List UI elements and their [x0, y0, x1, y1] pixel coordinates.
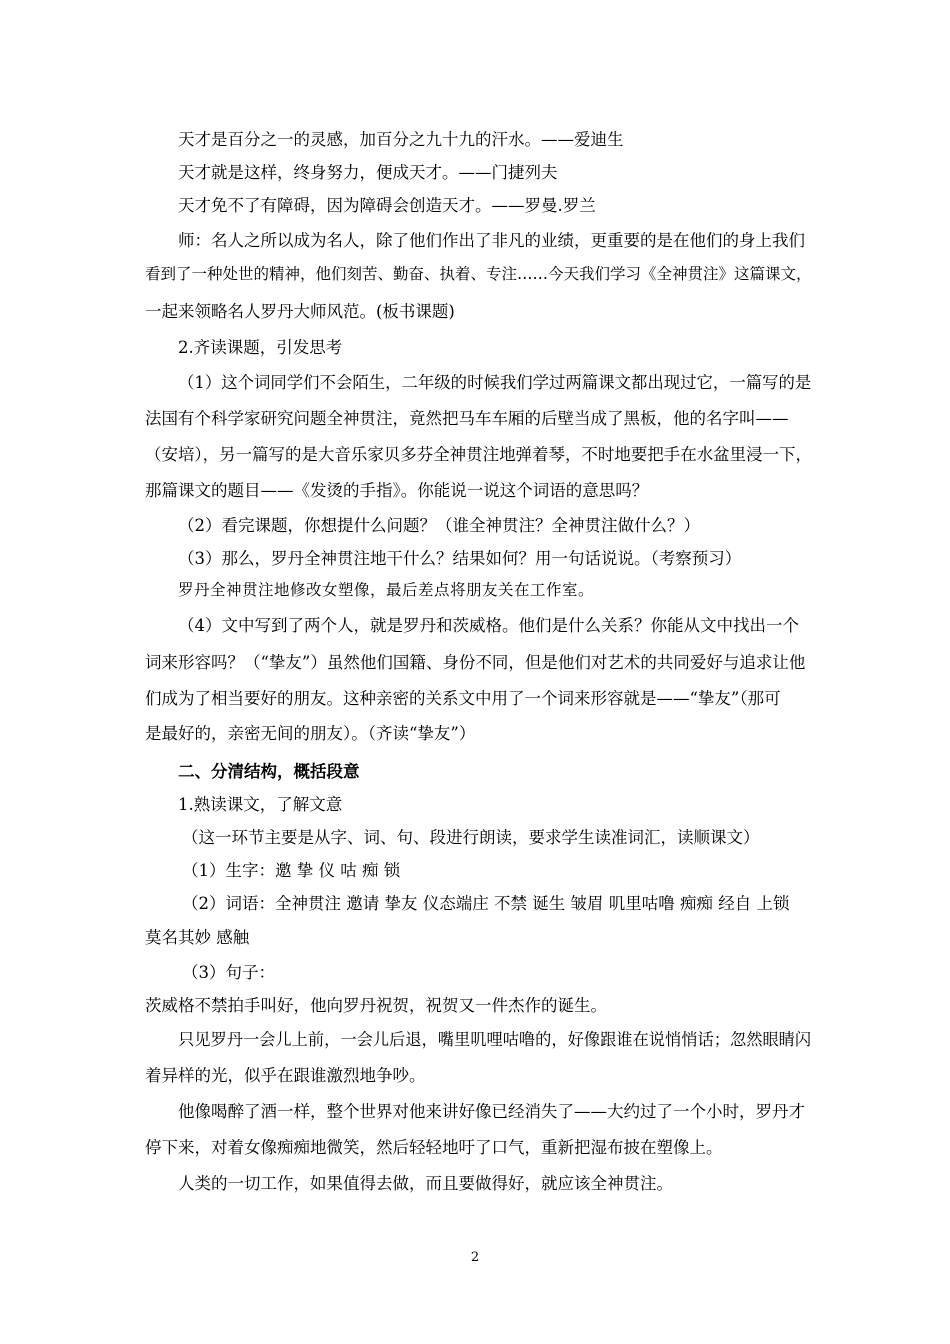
paragraph-line: 停下来，对着女像痴痴地微笑，然后轻轻地吁了口气，重新把湿布披在塑像上。	[145, 1138, 723, 1157]
answer-line: 罗丹全神贯注地修改女塑像，最后差点将朋友关在工作室。	[178, 581, 595, 599]
paragraph-line: 师：名人之所以成为名人，除了他们作出了非凡的业绩，更重要的是在他们的身上我们	[178, 231, 805, 250]
paragraph-line: （3）那么，罗丹全神贯注地干什么？结果如何？用一句话说说。（考察预习）	[178, 549, 742, 568]
paragraph-line: （1）这个词同学们不会陌生，二年级的时候我们学过两篇课文都出现过它，一篇写的是	[178, 373, 812, 392]
paragraph-line: （2）词语：全神贯注 邀请 挚友 仪态端庄 不禁 诞生 皱眉 叽里咕噜 痴痴 经自 上锁	[182, 894, 790, 913]
paragraph-line: （1）生字：邀 挚 仪 咕 痴 锁	[182, 861, 401, 880]
paragraph-line: 他像喝醉了酒一样，整个世界对他来讲好像已经消失了——大约过了一个小时，罗丹才	[178, 1102, 805, 1121]
paragraph-line: 人类的一切工作，如果值得去做，而且要做得好，就应该全神贯注。	[178, 1174, 673, 1193]
paragraph-line: （安培），另一篇写的是大音乐家贝多芬全神贯注地弹着琴，不时地要把手在水盆里浸一下，	[145, 445, 812, 464]
paragraph-line: （3）句子：	[182, 963, 275, 982]
paragraph-line: 看到了一种处世的精神，他们刻苦、勤奋、执着、专注……今天我们学习《全神贯注》这篇课文，	[145, 265, 812, 283]
quote-edison: 天才是百分之一的灵感，加百分之九十九的汗水。——爱迪生	[178, 130, 624, 149]
step-heading: 1.熟读课文，了解文意	[178, 795, 343, 814]
paragraph-line: 一起来领略名人罗丹大师风范。(板书课题)	[145, 302, 455, 321]
quote-mendeleev: 天才就是这样，终身努力，便成天才。——门捷列夫	[178, 163, 558, 182]
quote-rolland: 天才免不了有障碍，因为障碍会创造天才。——罗曼.罗兰	[178, 196, 596, 215]
paragraph-line: 法国有个科学家研究问题全神贯注，竟然把马车车厢的后壁当成了黑板，他的名字叫——	[145, 409, 789, 428]
paragraph-line: 只见罗丹一会儿上前，一会儿后退，嘴里叽哩咕噜的，好像跟谁在说悄悄话；忽然眼睛闪	[178, 1030, 812, 1049]
paragraph-line: 莫名其妙 感触	[145, 928, 250, 947]
paragraph-line: 茨威格不禁拍手叫好，他向罗丹祝贺，祝贺又一件杰作的诞生。	[145, 996, 607, 1015]
paragraph-line: （这一环节主要是从字、词、句、段进行朗读，要求学生读准词汇，读顺课文）	[182, 828, 760, 847]
paragraph-line: 那篇课文的题目——《发烫的手指》。你能说一说这个词语的意思吗？	[145, 481, 649, 500]
paragraph-line: 们成为了相当要好的朋友。这种亲密的关系文中用了一个词来形容就是——“挚友”（那可	[145, 689, 781, 708]
page-number: 2	[470, 1250, 480, 1265]
paragraph-line: 是最好的，亲密无间的朋友）。（齐读“挚友”）	[145, 724, 476, 743]
step-heading: 2.齐读课题，引发思考	[178, 338, 343, 357]
paragraph-line: 着异样的光，似乎在跟谁激烈地争吵。	[145, 1066, 426, 1085]
paragraph-line: 词来形容吗？（“挚友”）虽然他们国籍、身份不同，但是他们对艺术的共同爱好与追求让他	[145, 653, 806, 672]
paragraph-line: （2）看完课题，你想提什么问题？（谁全神贯注？全神贯注做什么？）	[178, 516, 700, 535]
section-heading: 二、分清结构，概括段意	[178, 762, 360, 781]
paragraph-line: （4）文中写到了两个人，就是罗丹和茨威格。他们是什么关系？你能从文中找出一个	[178, 616, 799, 635]
